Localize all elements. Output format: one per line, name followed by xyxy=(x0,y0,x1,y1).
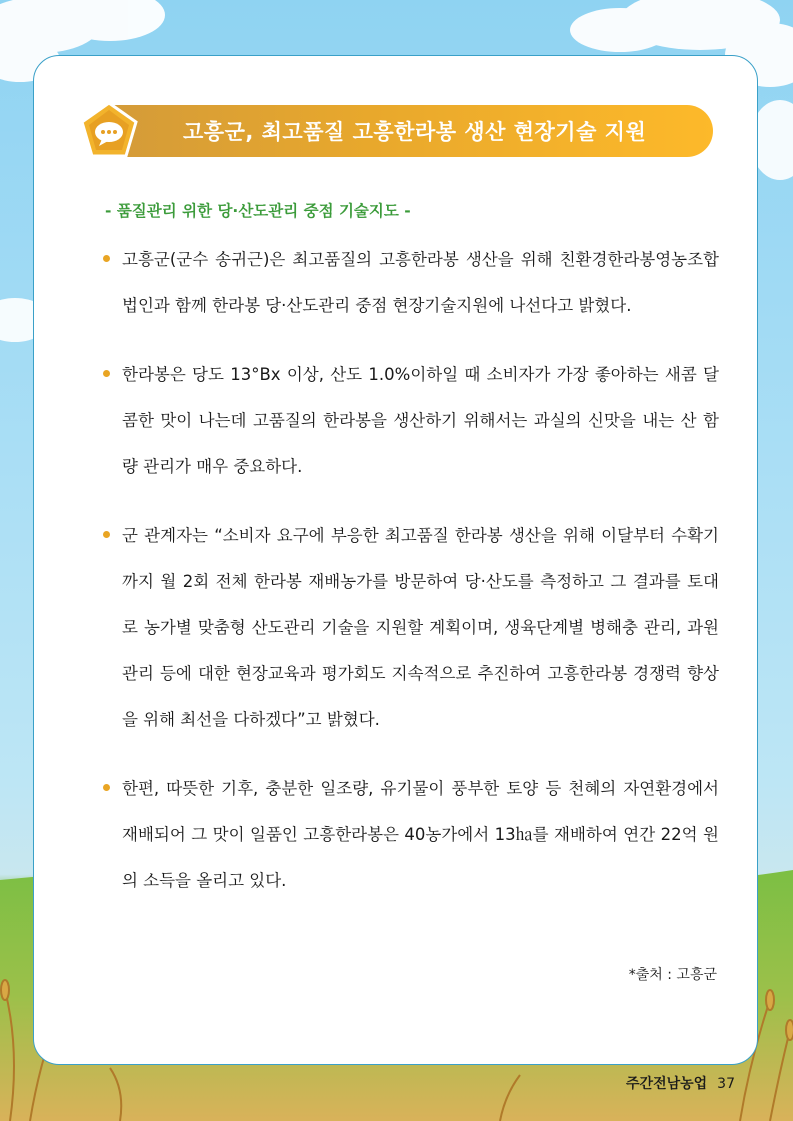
speech-bubble-icon xyxy=(78,100,140,162)
publication-name: 주간전남농업 xyxy=(626,1076,708,1092)
page-title: 고흥군, 최고품질 고흥한라봉 생산 현장기술 지원 xyxy=(183,120,647,144)
bullet-text: 한라봉은 당도 13°Bx 이상, 산도 1.0%이하일 때 소비자가 가장 좋아하는 새콤 달콤한 맛이 나는데 고품질의 한라봉을 생산하기 위해서는 과실의 신맛을 내는 산 함량 관리가 매우 중요하다. xyxy=(122,365,719,476)
page-number: 37 xyxy=(717,1076,735,1092)
bullet-text: 군 관계자는 “소비자 요구에 부응한 최고품질 한라봉 생산을 위해 이달부터 수확기까지 월 2회 전체 한라봉 재배농가를 방문하여 당·산도를 측정하고 그 결과를 토대로 농가별 맞춤형 산도관리 기술을 지원할 계획이며, 생육단계별 병해충 관리, 과원 관리 등에 대한 현장교육과 평가회도 지속적으로 추진하여 고흥한라봉 경쟁력 향상을 위해 최선을 다하겠다”고 밝혔다. xyxy=(122,526,719,729)
bullet-dot-icon xyxy=(103,784,110,791)
subtitle: - 품질관리 위한 당·산도관리 중점 기술지도 - xyxy=(105,202,411,220)
bullet-list xyxy=(103,237,719,927)
list-item xyxy=(103,237,719,329)
bullet-dot-icon xyxy=(103,255,110,262)
bullet-text: 고흥군(군수 송귀근)은 최고품질의 고흥한라봉 생산을 위해 친환경한라봉영농조합법인과 함께 한라봉 당·산도관리 중점 현장기술지원에 나선다고 밝혔다. xyxy=(122,250,719,315)
bullet-dot-icon xyxy=(103,531,110,538)
list-item xyxy=(103,766,719,904)
bullet-text: 한편, 따뜻한 기후, 충분한 일조량, 유기물이 풍부한 토양 등 천혜의 자연환경에서 재배되어 그 맛이 일품인 고흥한라봉은 40농가에서 13㏊를 재배하여 연간 22억 원의 소득을 올리고 있다. xyxy=(122,779,719,890)
source-credit: *출처 : 고흥군 xyxy=(628,967,717,983)
page-footer xyxy=(626,1072,735,1096)
bullet-dot-icon xyxy=(103,370,110,377)
list-item xyxy=(103,513,719,743)
list-item xyxy=(103,352,719,490)
